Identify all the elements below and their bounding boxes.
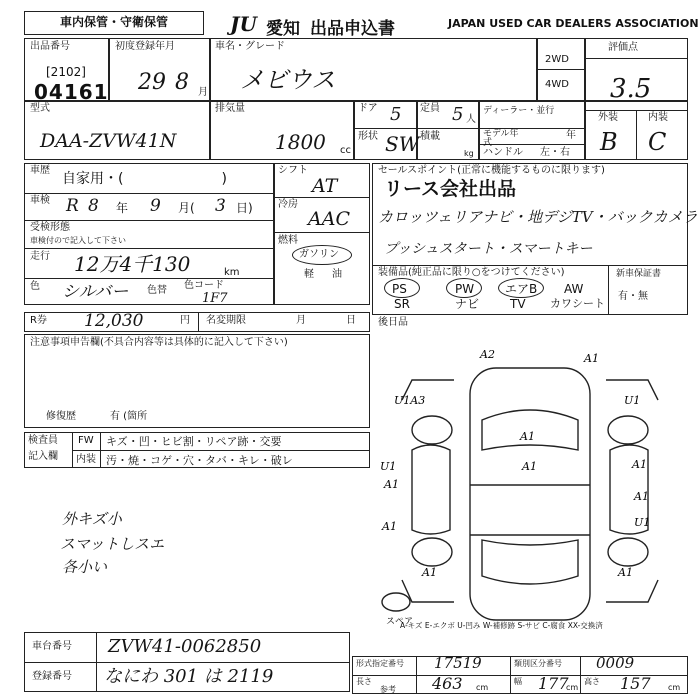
warranty-label: 新車保証書 <box>616 269 662 279</box>
color-code-label: 色コード <box>184 280 224 291</box>
handle-options: 左・右 <box>540 147 570 158</box>
color-value: シルバー <box>62 282 129 302</box>
equip-label: 装備品(純正品に限り○をつけてください) <box>378 267 565 278</box>
certified-label: 形式指定番号 <box>356 659 404 668</box>
model-name: メビウス <box>240 66 336 94</box>
ac-value: AAC <box>308 208 350 230</box>
model-year-label: モデル年式 <box>483 129 519 148</box>
spare-label: スペア <box>386 617 414 627</box>
reg-date-label: 初度登録年月 <box>115 41 175 52</box>
mark-u1-right-lower: U1 <box>634 516 651 529</box>
recycle-row <box>24 312 370 332</box>
recycle-amount: 12,030 <box>84 311 144 331</box>
capacity-value: 5 <box>452 104 464 125</box>
disp-value: 1800 <box>275 130 326 154</box>
reg-no-value: なにわ 301 は 2119 <box>104 666 274 687</box>
ac-label: 冷房 <box>278 199 298 210</box>
insp-month-unit: 月( <box>178 201 195 215</box>
chassis-label: 車台番号 <box>32 641 72 652</box>
fuel-light: 軽 <box>304 269 314 280</box>
sales-line2: カロッツェリアナビ・地デジTV・バックカメラ <box>378 208 698 226</box>
mark-a1-center-low: A1 <box>522 460 537 473</box>
mark-u1-right-top: U1 <box>624 394 641 407</box>
fuel-label: 燃料 <box>278 235 298 246</box>
height-label: 高さ <box>584 677 600 686</box>
pw-circle <box>446 278 482 298</box>
equip-airbag: エアB <box>505 282 538 296</box>
capacity-label: 定員 <box>420 103 440 114</box>
mark-a1-right: A1 <box>632 458 647 471</box>
ext-label: 外装 <box>598 112 618 123</box>
load-label: 積載 <box>420 131 440 142</box>
drive-4wd: 4WD <box>545 79 569 90</box>
reg-no-label: 登録番号 <box>32 671 72 682</box>
deadline-label: 名変期限 <box>206 315 246 326</box>
length-ref: 参考 <box>380 685 396 694</box>
width-label: 幅 <box>514 677 522 686</box>
receipt-sub: 車検付ので記入して下さい <box>30 236 126 245</box>
width-value: 177 <box>538 674 569 693</box>
disp-label: 排気量 <box>215 103 245 114</box>
reg-month-unit: 月 <box>198 87 208 98</box>
warranty-value: 有・無 <box>618 291 648 302</box>
sales-line3: プッシュスタート・スマートキー <box>384 241 593 257</box>
insp-month: 9 <box>150 196 161 216</box>
car-damage-diagram <box>372 340 688 630</box>
ju-logo: JU <box>230 12 257 36</box>
insp-day: 3 <box>215 196 226 216</box>
length-value: 463 <box>432 674 463 693</box>
mark-a1-left-lower: A1 <box>382 520 397 533</box>
reg-month: 8 <box>175 70 189 95</box>
deadline-month-unit: 月 <box>296 315 306 326</box>
handle-label: ハンドル <box>483 147 523 158</box>
mileage-value: 12万4千130 <box>74 252 191 276</box>
mark-u1a3-front-left: U1A3 <box>394 394 426 407</box>
association-name: JAPAN USED CAR DEALERS ASSOCIATION <box>448 17 699 30</box>
notes-label: 注意事項申告欄(不具合内容等は具体的に記入して下さい) <box>30 337 288 348</box>
airbag-circle <box>498 278 544 298</box>
insp-year-unit: 年 <box>116 201 129 215</box>
lot-label: 出品番号 <box>30 41 70 52</box>
shift-value: AT <box>312 175 338 197</box>
mark-u1-left: U1 <box>380 460 397 473</box>
mark-a1-right-2: A1 <box>634 490 649 503</box>
length-unit: cm <box>476 683 489 692</box>
inspector-label: 検査員 <box>28 435 58 446</box>
mark-a1-rear-left: A1 <box>422 566 437 579</box>
height-unit: cm <box>668 683 681 692</box>
receipt-label: 受検形態 <box>30 222 70 233</box>
category-label: 類別区分番号 <box>514 659 562 668</box>
form-title: 出品申込書 <box>310 19 395 39</box>
ext-grade: B <box>600 128 618 156</box>
mark-a1-rear-right: A1 <box>618 566 633 579</box>
category-value: 0009 <box>596 654 635 672</box>
recycle-label: R券 <box>30 315 47 326</box>
org-name: 愛知 <box>266 19 300 39</box>
equip-sr: SR <box>394 297 410 311</box>
mark-a1-center: A1 <box>520 430 535 443</box>
damage-legend: A-キズ E-エクボ U-凹み W-補修跡 S-サビ C-腐食 XX-交換済 <box>400 621 603 630</box>
doors-value: 5 <box>390 104 402 125</box>
int-items-label: 内装 <box>76 454 96 465</box>
reg-year: 29 <box>138 70 166 95</box>
fw-items: キズ・凹・ヒビ割・リペア跡・交要 <box>106 435 282 448</box>
shape-value: SW <box>385 132 420 156</box>
insp-era: R <box>66 196 79 216</box>
certified-value: 17519 <box>434 654 482 672</box>
mark-a1-left: A1 <box>384 478 399 491</box>
width-unit: cm <box>566 683 579 692</box>
fw-label: FW <box>78 435 94 446</box>
equip-tv: TV <box>510 297 526 311</box>
sub-color-label: 色替 <box>147 285 167 296</box>
entry-label: 記入欄 <box>28 451 58 462</box>
remarks-label: 後日品 <box>378 317 408 328</box>
score-label: 評価点 <box>608 42 638 53</box>
equip-ps: PS <box>392 282 407 296</box>
mileage-label: 走行 <box>30 251 50 262</box>
doors-label: ドア <box>358 103 378 114</box>
hand-note-2: スマットしスエ <box>60 535 165 553</box>
deadline-day-unit: 日 <box>346 315 356 326</box>
inspection-label: 車検 <box>30 195 50 206</box>
int-items: 汚・焼・コゲ・穴・タバ・キレ・破レ <box>106 454 293 467</box>
fuel-gas: ガソリン <box>299 249 339 260</box>
repair-label: 修復歴 <box>46 411 76 422</box>
drive-2wd: 2WD <box>545 54 569 65</box>
type-label: 型式 <box>30 103 50 114</box>
history-value: 自家用・( ) <box>62 171 227 187</box>
equip-aw: AW <box>564 282 584 296</box>
history-label: 車歴 <box>30 165 50 176</box>
color-label: 色 <box>30 281 40 292</box>
mileage-unit: km <box>224 267 240 278</box>
load-unit: kg <box>464 149 474 158</box>
mark-a1-roof: A1 <box>584 352 599 365</box>
type-value: DAA-ZVW41N <box>40 130 177 152</box>
height-value: 157 <box>620 674 651 693</box>
insp-year: 8 <box>88 196 99 216</box>
mark-a2-roof: A2 <box>480 348 495 361</box>
color-code: 1F7 <box>202 291 228 306</box>
equip-leather: カワシート <box>550 297 605 310</box>
equip-pw: PW <box>455 282 475 296</box>
hand-note-3: 各小い <box>62 558 108 576</box>
lot-number: 04161 <box>34 80 109 104</box>
equip-navi: ナビ <box>455 297 480 311</box>
capacity-unit: 人 <box>466 114 476 125</box>
int-label: 内装 <box>648 112 668 123</box>
recycle-unit: 円 <box>180 315 190 326</box>
model-label: 車名・グレード <box>215 41 285 52</box>
disp-unit: cc <box>340 145 351 156</box>
length-label: 長さ <box>356 677 372 686</box>
hand-note-1: 外キズ小 <box>62 510 122 528</box>
year-unit: 年 <box>566 130 576 141</box>
shift-label: シフト <box>278 165 308 176</box>
storage-tag: 車内保管・守衛保管 <box>24 11 204 35</box>
shape-label: 形状 <box>358 131 378 142</box>
repair-value: 有 (箇所 <box>110 411 148 422</box>
chassis-value: ZVW41-0062850 <box>108 636 262 657</box>
insp-day-unit: 日) <box>236 201 253 215</box>
ps-circle <box>384 278 420 298</box>
fuel-oil: 油 <box>332 269 342 280</box>
sales-label: セールスポイント(正常に機能するものに限ります) <box>378 165 605 176</box>
lot-sub: [2102] <box>46 65 86 79</box>
dealer-label: ディーラー・並行 <box>483 106 555 116</box>
sales-line1: リース会社出品 <box>384 178 517 200</box>
score-value: 3.5 <box>610 74 652 104</box>
int-grade: C <box>648 128 667 156</box>
